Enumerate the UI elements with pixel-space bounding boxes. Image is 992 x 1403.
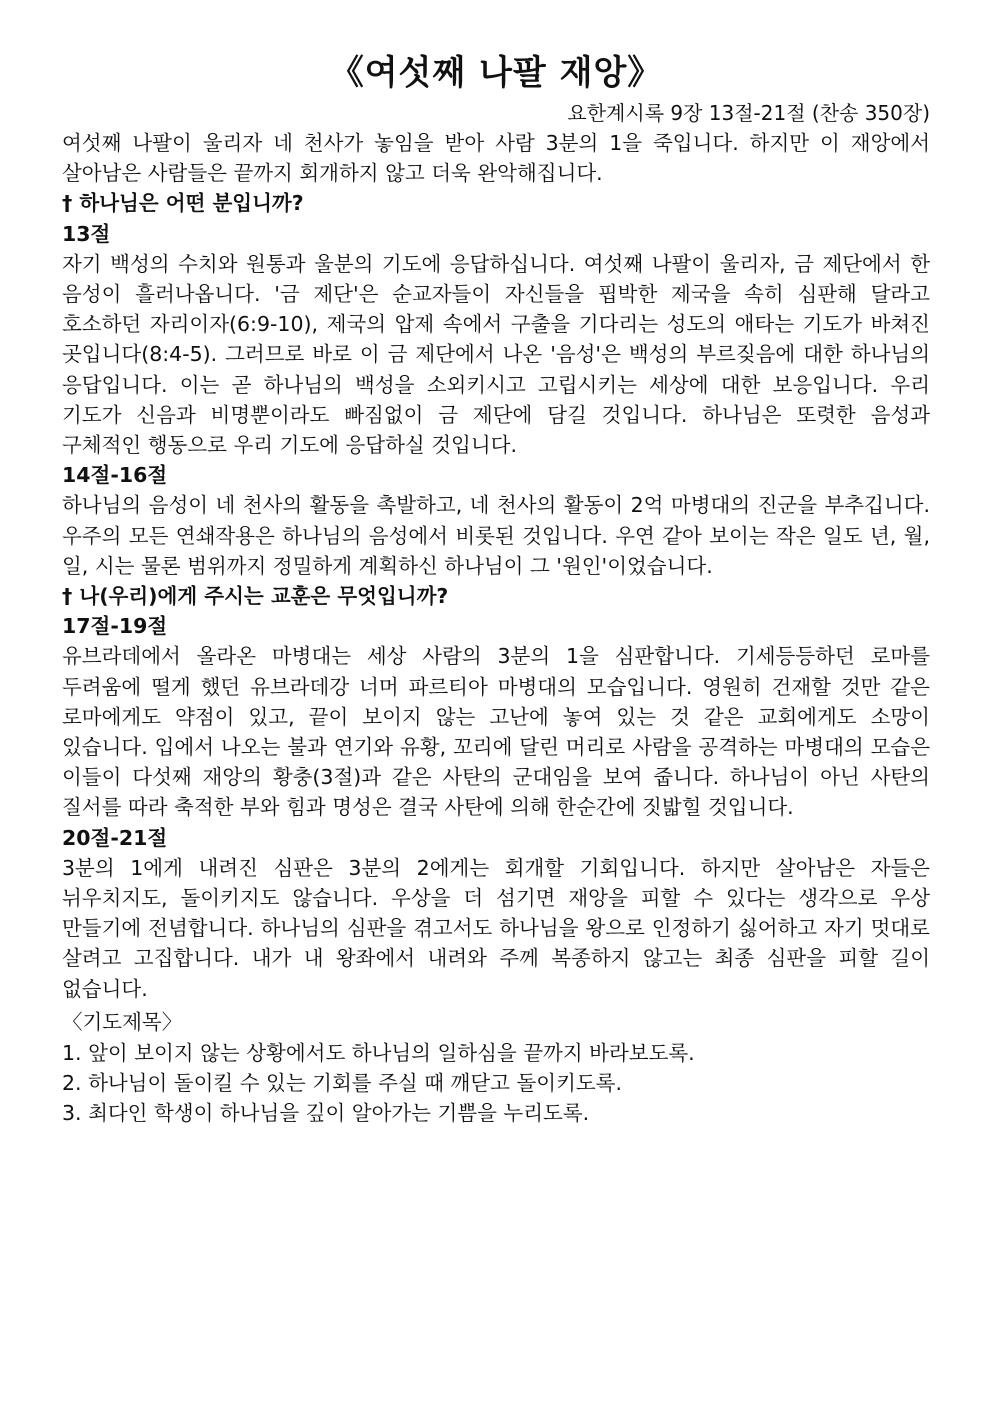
section-heading-lesson: † 나(우리)에게 주시는 교훈은 무엇입니까?: [62, 584, 449, 609]
verse-label-17-19: 17절-19절: [62, 614, 168, 639]
paragraph-13: 자기 백성의 수치와 원통과 울분의 기도에 응답하십니다. 여섯째 나팔이 울리자, 금 제단에서 한 음성이 흘러나옵니다. '금 제단'은 순교자들이 자신들을 핍박한 제국을 속히 심판해 달라고 호소하던 자리이자(6:9-10), 제국의 압제 속에서 구출을 기다리는 성도의 애타는 기도가 바쳐진 곳입니다(8:4-5). 그러므로 바로 이 금 제단에서 나온 '음성'은 백성의 부르짖음에 대한 하나님의 응답입니다. 이는 곧 하나님의 백성을 소외키시고 고립시키는 세상에 대한 보응입니다. 우리 기도가 신음과 비명뿐이라도 빠짐없이 금 제단에 담길 것입니다. 하나님은 또렷한 음성과 구체적인 행동으로 우리 기도에 응답하실 것입니다.: [62, 251, 930, 458]
prayer-title: 〈기도제목〉: [62, 1009, 183, 1034]
paragraph-20-21: 3분의 1에게 내려진 심판은 3분의 2에게는 회개할 기회입니다. 하지만 살아남은 자들은 뉘우치지도, 돌이키지도 않습니다. 우상을 더 섬기면 재앙을 피할 수 있다는 생각으로 우상 만들기에 전념합니다. 하나님의 심판을 겪고서도 하나님을 왕으로 인정하기 싫어하고 자기 멋대로 살려고 고집합니다. 내가 내 왕좌에서 내려와 주께 복종하지 않고는 최종 심판을 피할 길이 없습니다.: [62, 855, 930, 1001]
verse-label-20-21: 20절-21절: [62, 825, 168, 850]
scripture-reference: 요한계시록 9장 13절-21절 (찬송 350장): [567, 101, 930, 125]
verse-label-13: 13절: [62, 221, 111, 246]
prayer-list: [62, 1038, 930, 1129]
prayer-item: 1. 앞이 보이지 않는 상황에서도 하나님의 일하심을 끝까지 바라보도록.: [62, 1040, 695, 1065]
page-title: 《여섯째 나팔 재앙》: [329, 53, 663, 93]
prayer-item: 3. 최다인 학생이 하나님을 깊이 알아가는 기쁨을 누리도록.: [62, 1101, 590, 1126]
intro-paragraph: 여섯째 나팔이 울리자 네 천사가 놓임을 받아 사람 3분의 1을 죽입니다. 하지만 이 재앙에서 살아남은 사람들은 끝까지 회개하지 않고 더욱 완악해집니다.: [62, 131, 930, 186]
prayer-item: 2. 하나님이 돌이킬 수 있는 기회를 주실 때 깨닫고 돌이키도록.: [62, 1071, 622, 1096]
document-page: [62, 48, 930, 1129]
paragraph-17-19: 유브라데에서 올라온 마병대는 세상 사람의 3분의 1을 심판합니다. 기세등등하던 로마를 두려움에 떨게 했던 유브라데강 너머 파르티아 마병대의 모습입니다. 영원히 건재할 것만 같은 로마에게도 약점이 있고, 끝이 보이지 않는 고난에 놓여 있는 것 같은 교회에게도 소망이 있습니다. 입에서 나오는 불과 연기와 유황, 꼬리에 달린 머리로 사람을 공격하는 마병대의 모습은 이들이 다섯째 재앙의 황충(3절)과 같은 사탄의 군대임을 보여 줍니다. 하나님이 아닌 사탄의 질서를 따라 축적한 부와 힘과 명성은 결국 사탄에 의해 한순간에 짓밟힐 것입니다.: [62, 644, 930, 820]
verse-label-14-16: 14절-16절: [62, 463, 168, 488]
section-heading-god: † 하나님은 어떤 분입니까?: [62, 191, 304, 216]
paragraph-14-16: 하나님의 음성이 네 천사의 활동을 촉발하고, 네 천사의 활동이 2억 마병대의 진군을 부추깁니다. 우주의 모든 연쇄작용은 하나님의 음성에서 비롯된 것입니다. 우연 같아 보이는 작은 일도 년, 월, 일, 시는 물론 범위까지 정밀하게 계획하신 하나님이 그 '원인'이었습니다.: [62, 493, 930, 578]
